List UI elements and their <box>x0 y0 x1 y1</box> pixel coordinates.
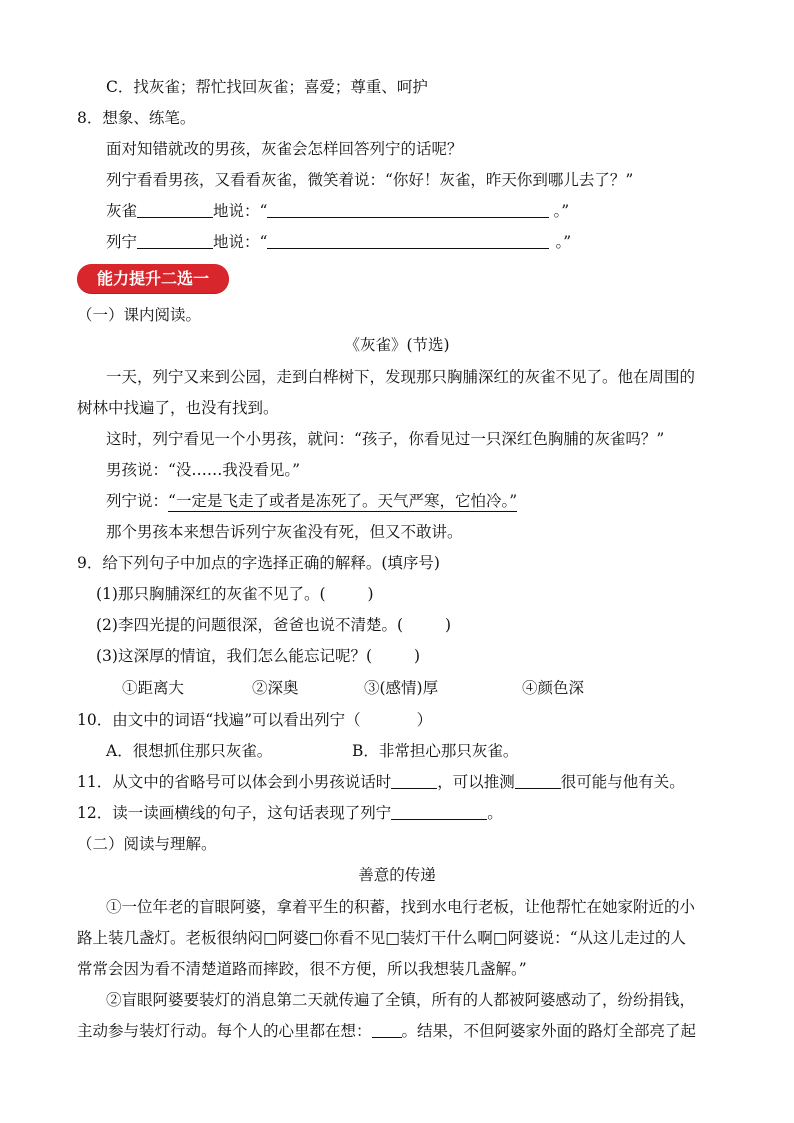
question-8-context: 列宁看看男孩，又看看灰雀，微笑着说：“你好！灰雀，昨天你到哪儿去了？” <box>106 171 634 189</box>
item-text: (2)李四光提的问题很深，爸爸也说不清楚。( <box>96 616 404 634</box>
item-text: 12．读一读画横线的句子，这句话表现了列宁 <box>77 804 392 822</box>
question-12 <box>77 802 503 824</box>
speech-label: 地说：“ <box>213 202 268 220</box>
option-2: ②深奥 <box>252 679 299 697</box>
passage-1-para-4 <box>106 490 517 512</box>
passage-2-para-1a: ①一位年老的盲眼阿婆，拿着平生的积蓄，找到水电行老板，让他帮忙在她家附近的小 <box>106 898 696 916</box>
question-8: 8．想象、练笔。 <box>77 109 196 127</box>
close-paren: ) <box>414 647 421 665</box>
answer-blank[interactable] <box>137 232 213 249</box>
answer-blank[interactable] <box>267 201 549 218</box>
passage-1-para-5: 那个男孩本来想告诉列宁灰雀没有死，但又不敢讲。 <box>106 523 463 541</box>
item-text: 10．由文中的词语“找遍”可以看出列宁（ <box>77 711 361 729</box>
answer-blank[interactable] <box>391 772 437 789</box>
question-10-option-a: A．很想抓住那只灰雀。 <box>106 742 273 760</box>
speaker-text: 列宁说： <box>106 492 169 510</box>
question-9-item-2 <box>96 614 451 636</box>
option-c-line: C．找灰雀；帮忙找回灰雀；喜爱；尊重、呵护 <box>106 78 428 96</box>
item-text: ，可以推测 <box>437 773 515 791</box>
close-paren: ) <box>445 616 452 634</box>
answer-blank[interactable] <box>372 1021 402 1038</box>
passage-1-para-2: 这时，列宁看见一个小男孩，就问：“孩子，你看见过一只深红色胸脯的灰雀吗？” <box>106 430 665 448</box>
passage-2-para-2b <box>77 1020 696 1042</box>
item-text: (3)这深厚的情谊，我们怎么能忘记呢？( <box>96 647 373 665</box>
question-10-option-b: B．非常担心那只灰雀。 <box>352 742 519 760</box>
answer-blank[interactable] <box>391 803 487 820</box>
answer-blank[interactable] <box>515 772 561 789</box>
passage-1-para-3: 男孩说：“没……我没看见。” <box>106 461 301 479</box>
question-8-prompt: 面对知错就改的男孩，灰雀会怎样回答列宁的话呢？ <box>106 140 463 158</box>
question-9-item-1 <box>96 583 374 605</box>
passage-2-para-1b: 路上装几盏灯。老板很纳闷□阿婆□你看不见□装灯干什么啊□阿婆说：“从这儿走过的人 <box>77 929 687 947</box>
option-4: ④颜色深 <box>522 679 585 697</box>
close-paren: ） <box>416 711 433 729</box>
option-3: ③(感情)厚 <box>364 679 439 697</box>
answer-blank[interactable] <box>137 201 213 218</box>
question-8-answer-line-2 <box>106 231 571 253</box>
section-badge: 能力提升二选一 <box>77 264 229 293</box>
part-2-title: 善意的传递 <box>358 866 436 884</box>
question-9: 9．给下列句子中加点的字选择正确的解释。(填序号) <box>77 554 440 572</box>
part-1-title: 《灰雀》(节选) <box>344 336 450 354</box>
item-text: (1)那只胸脯深红的灰雀不见了。( <box>96 585 326 603</box>
option-1: ①距离大 <box>122 679 185 697</box>
question-10 <box>77 709 432 731</box>
speaker-label: 列宁 <box>106 233 138 251</box>
speech-end: 。” <box>555 233 572 251</box>
close-paren: ) <box>367 585 374 603</box>
speech-label: 地说：“ <box>213 233 268 251</box>
passage-1-para-1a: 一天，列宁又来到公园，走到白桦树下，发现那只胸脯深红的灰雀不见了。他在周围的 <box>106 368 696 386</box>
question-11 <box>77 771 685 793</box>
answer-blank[interactable] <box>267 232 549 249</box>
item-text: 很可能与他有关。 <box>560 773 685 791</box>
part-1-heading: （一）课内阅读。 <box>77 306 202 324</box>
passage-1-para-1b: 树林中找遍了，也没有找到。 <box>77 399 279 417</box>
speaker-label: 灰雀 <box>106 202 138 220</box>
question-9-item-3 <box>96 645 420 667</box>
item-text: 主动参与装灯行动。每个人的心里都在想： <box>77 1022 372 1040</box>
underlined-sentence: “一定是飞走了或者是冻死了。天气严寒，它怕冷。” <box>168 492 518 510</box>
passage-2-para-1c: 常常会因为看不清楚道路而摔跤，很不方便，所以我想装几盏解。” <box>77 960 527 978</box>
item-text: 。结果，不但阿婆家外面的路灯全部亮了起 <box>401 1022 697 1040</box>
item-text: 。 <box>487 804 503 822</box>
item-text: 11．从文中的省略号可以体会到小男孩说话时 <box>77 773 392 791</box>
question-8-answer-line-1 <box>106 200 569 222</box>
speech-end: 。” <box>553 202 570 220</box>
part-2-heading: （二）阅读与理解。 <box>77 835 217 853</box>
passage-2-para-2a: ②盲眼阿婆要装灯的消息第二天就传遍了全镇，所有的人都被阿婆感动了，纷纷捐钱， <box>106 991 696 1009</box>
